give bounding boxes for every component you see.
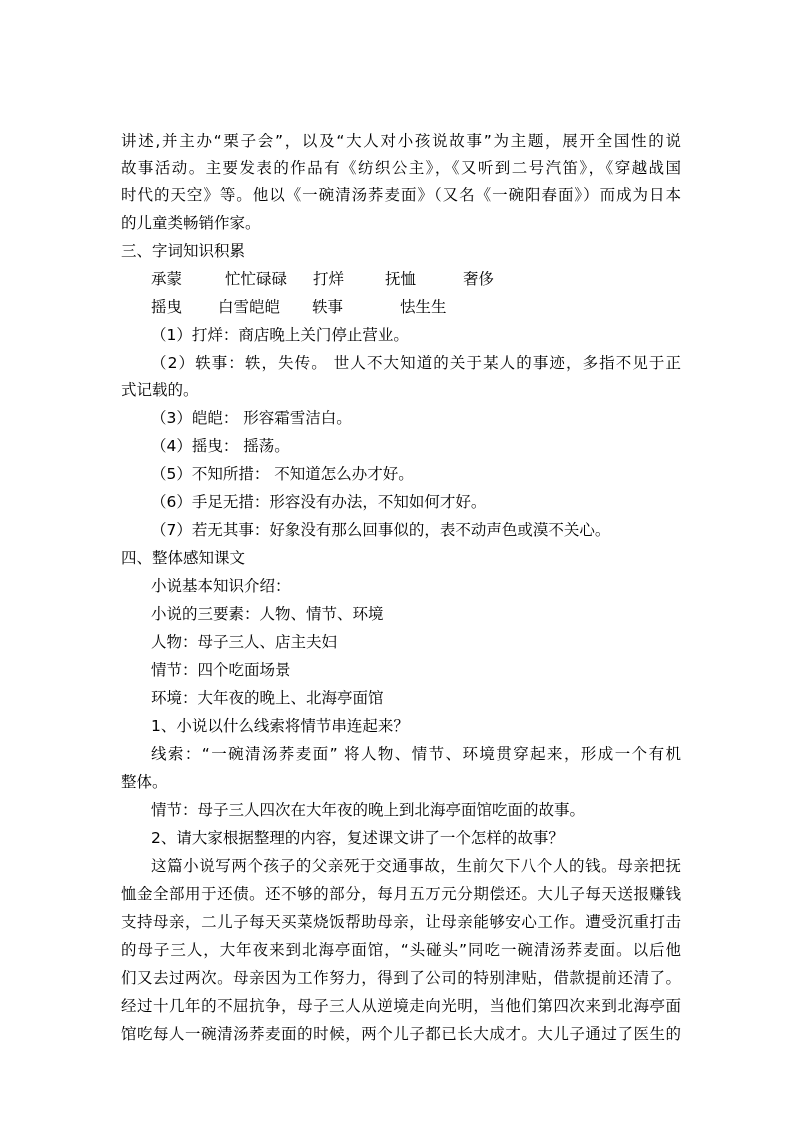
vocab-term: 承蒙 xyxy=(151,270,183,288)
question-1: 1、小说以什么线索将情节串连起来？ xyxy=(151,717,409,735)
definition-5: （5）不知所措： 不知道怎么办才好。 xyxy=(151,465,414,483)
vocab-term: 白雪皑皑 xyxy=(218,298,281,316)
definition-7: （7）若无其事：好象没有那么回事似的，表不动声色或漠不关心。 xyxy=(151,521,611,539)
story-summary-line-4: 的母子三人，大年夜来到北海亭面馆，“头碰头”同吃一碗清汤荞麦面。以后他 xyxy=(121,941,681,959)
novel-characters: 人物：母子三人、店主夫妇 xyxy=(151,633,338,651)
story-summary-line-6: 经过十几年的不屈抗争，母子三人从逆境走向光明，当他们第四次来到北海亭面 xyxy=(121,997,681,1015)
definition-2-line-2: 式记载的。 xyxy=(121,381,199,399)
definition-4: （4）摇曳： 摇荡。 xyxy=(151,437,290,455)
vocab-term: 忙忙碌碌 xyxy=(225,270,288,288)
story-summary-line-5: 们又去过两次。母亲因为工作努力，得到了公司的特别津贴，借款提前还清了。 xyxy=(121,969,681,987)
definition-1: （1）打烊：商店晚上关门停止营业。 xyxy=(151,326,409,344)
story-summary-line-7: 馆吃每人一碗清汤荞麦面的时候，两个儿子都已长大成才。大儿子通过了医生的 xyxy=(121,1025,681,1043)
vocab-term: 摇曳 xyxy=(151,298,183,316)
novel-setting: 环境：大年夜的晚上、北海亭面馆 xyxy=(151,689,384,707)
intro-line-2: 故事活动。主要发表的作品有《纺织公主》，《又听到二号汽笛》，《穿越战国 xyxy=(121,159,681,177)
answer-1-line-2: 整体。 xyxy=(121,773,168,791)
vocab-term: 怯生生 xyxy=(400,298,447,316)
vocab-term: 轶事 xyxy=(312,298,344,316)
intro-line-4: 的儿童类畅销作家。 xyxy=(121,214,261,232)
answer-1-line-3: 情节：母子三人四次在大年夜的晚上到北海亭面馆吃面的故事。 xyxy=(151,801,586,819)
novel-basics-intro: 小说基本知识介绍： xyxy=(151,577,291,595)
definition-6: （6）手足无措：形容没有办法，不知如何才好。 xyxy=(151,493,487,511)
definition-2-line-1: （2）轶事：轶，失传。 世人不大知道的关于某人的事迹，多指不见于正 xyxy=(151,354,681,372)
definition-3: （3）皑皑： 形容霜雪洁白。 xyxy=(151,409,352,427)
answer-1-line-1: 线索：“一碗清汤荞麦面” 将人物、情节、环境贯穿起来，形成一个有机 xyxy=(151,745,681,763)
vocab-term: 抚恤 xyxy=(385,270,417,288)
intro-line-1: 讲述,并主办“栗子会”，以及“大人对小孩说故事”为主题，展开全国性的说 xyxy=(121,132,681,150)
intro-line-3: 时代的天空》等。他以《一碗清汤荞麦面》（又名《一碗阳春面》）而成为日本 xyxy=(121,186,681,204)
novel-three-elements: 小说的三要素：人物、情节、环境 xyxy=(151,605,384,623)
question-2: 2、请大家根据整理的内容，复述课文讲了一个怎样的故事？ xyxy=(151,829,564,847)
story-summary-line-3: 支持母亲，二儿子每天买菜烧饭帮助母亲，让母亲能够安心工作。遭受沉重打击 xyxy=(121,913,681,931)
story-summary-line-2: 恤金全部用于还债。还不够的部分，每月五万元分期偿还。大儿子每天送报赚钱 xyxy=(121,885,681,903)
section-heading-3: 三、字词知识积累 xyxy=(121,242,246,260)
vocab-term: 奢侈 xyxy=(463,270,495,288)
novel-plot: 情节：四个吃面场景 xyxy=(151,661,291,679)
vocab-term: 打烊 xyxy=(313,270,345,288)
section-heading-4: 四、整体感知课文 xyxy=(121,549,246,567)
story-summary-line-1: 这篇小说写两个孩子的父亲死于交通事故，生前欠下八个人的钱。母亲把抚 xyxy=(151,857,681,875)
